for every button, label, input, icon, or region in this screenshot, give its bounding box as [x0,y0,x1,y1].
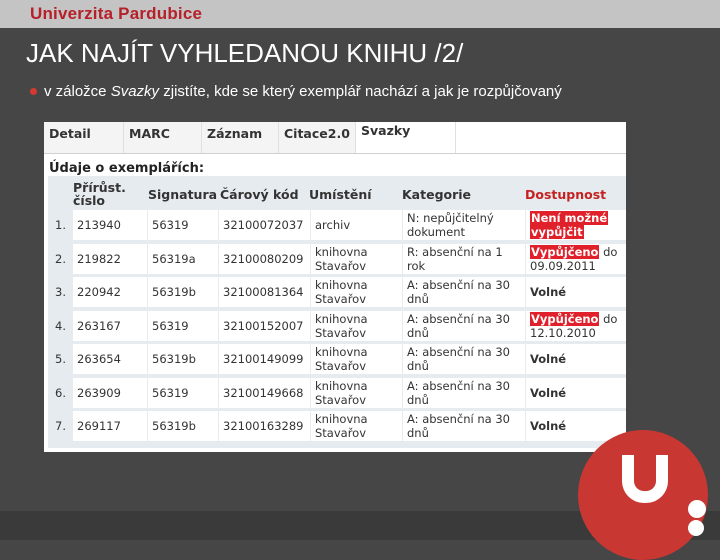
bullet-suffix: zjistíte, kde se který exemplář nachází a jak je rozpůjčovaný [159,83,562,100]
cell-no: 5. [52,344,72,374]
top-bar [0,0,720,28]
table-row [52,277,626,307]
slide-title: JAK NAJÍT VYHLEDANOU KNIHU /2/ [26,38,464,68]
tab-svazky[interactable]: Svazky [356,122,456,153]
cell-carovy-kod: 32100163289 [219,411,310,441]
cell-no: 6. [52,378,72,408]
cell-kategorie: R: absenční na 1 rok [403,244,525,274]
status-badge: vypůjčit [531,225,583,239]
tab-zaznam[interactable]: Záznam [202,122,279,153]
table-row [52,378,626,408]
status-free: Volné [530,385,567,400]
tab-detail[interactable]: Detail [44,122,124,153]
table-row [52,411,626,441]
cell-signatura: 56319b [148,411,218,441]
cell-signatura: 56319 [148,311,218,341]
cell-prirustek: 220942 [73,277,147,307]
table-row [52,344,626,374]
bullet-text [30,83,562,100]
cell-no: 3. [52,277,72,307]
cell-carovy-kod: 32100072037 [219,210,310,240]
cell-no: 2. [52,244,72,274]
col-header-prirustek: Přírůst. číslo [73,180,126,208]
status-badge: Vypůjčeno [531,311,599,326]
cell-kategorie: A: absenční na 30 dnů [403,378,525,408]
table-row [52,244,626,274]
cell-signatura: 56319 [148,378,218,408]
cell-prirustek: 213940 [73,210,147,240]
status-free: Volné [530,419,567,433]
col-header-umisteni[interactable]: Umístění [309,187,372,202]
cell-umisteni: knihovna Stavařov [311,411,402,441]
cell-umisteni: knihovna Stavařov [311,344,402,374]
cell-dostupnost: Vypůjčeno do 09.09.2011 [526,244,626,274]
due-date: 12.10.2010 [530,325,596,340]
cell-dostupnost [526,344,626,374]
bullet-prefix: v záložce [44,83,111,100]
cell-carovy-kod: 32100149099 [219,344,310,374]
cell-prirustek: 269117 [73,411,147,441]
tab-citace[interactable]: Citace2.0 [279,122,356,153]
cell-carovy-kod: 32100080209 [219,244,310,274]
cell-kategorie: N: nepůjčitelný dokument [403,210,525,240]
cell-carovy-kod: 32100152007 [219,311,310,341]
bullet-dot-icon [30,88,37,95]
bullet-emphasis: Svazky [110,83,160,100]
cell-signatura: 56319b [148,344,218,374]
cell-no: 1. [52,210,72,240]
col-header-kategorie[interactable]: Kategorie [402,187,472,202]
status-free: Volné [530,285,567,299]
cell-dostupnost [526,277,626,307]
cell-dostupnost: Vypůjčeno do 12.10.2010 [526,311,626,341]
catalog-screenshot [44,122,626,452]
cell-umisteni: knihovna Stavařov [311,277,402,307]
tab-marc[interactable]: MARC [124,122,202,153]
cell-umisteni: knihovna Stavařov [311,244,402,274]
cell-dostupnost [526,210,626,240]
catalog-tabs [44,122,626,154]
col-header-carovy-kod[interactable]: Čárový kód [220,187,299,202]
cell-signatura: 56319 [148,210,218,240]
cell-signatura: 56319a [148,244,218,274]
cell-prirustek: 263909 [73,378,147,408]
cell-dostupnost [526,411,626,441]
cell-umisteni: archiv [311,210,402,240]
cell-prirustek: 219822 [73,244,147,274]
cell-kategorie: A: absenční na 30 dnů [403,311,525,341]
cell-prirustek: 263654 [73,344,147,374]
cell-signatura: 56319b [148,277,218,307]
table-row [52,311,626,341]
cell-kategorie: A: absenční na 30 dnů [403,344,525,374]
col-header-dostupnost[interactable]: Dostupnost [525,187,607,202]
cell-no: 7. [52,411,72,441]
due-date: 09.09.2011 [530,258,596,273]
cell-no: 4. [52,311,72,341]
cell-carovy-kod: 32100081364 [219,277,310,307]
cell-carovy-kod: 32100149668 [219,378,310,408]
table-row [52,210,626,240]
cell-prirustek: 263167 [73,311,147,341]
section-title: Údaje o exemplářích: [49,161,205,176]
status-free: Volné [530,352,567,366]
col-header-signatura[interactable]: Signatura [148,187,218,202]
cell-dostupnost [526,378,626,408]
status-badge: Není možné [531,211,608,225]
brand-title: Univerzita Pardubice [30,4,203,23]
cell-kategorie: A: absenční na 30 dnů [403,277,525,307]
status-badge: Vypůjčeno [531,244,599,259]
cell-umisteni: knihovna Stavařov [311,311,402,341]
cell-kategorie: A: absenční na 30 dnů [403,411,525,441]
cell-umisteni: knihovna Stavařov [311,378,402,408]
